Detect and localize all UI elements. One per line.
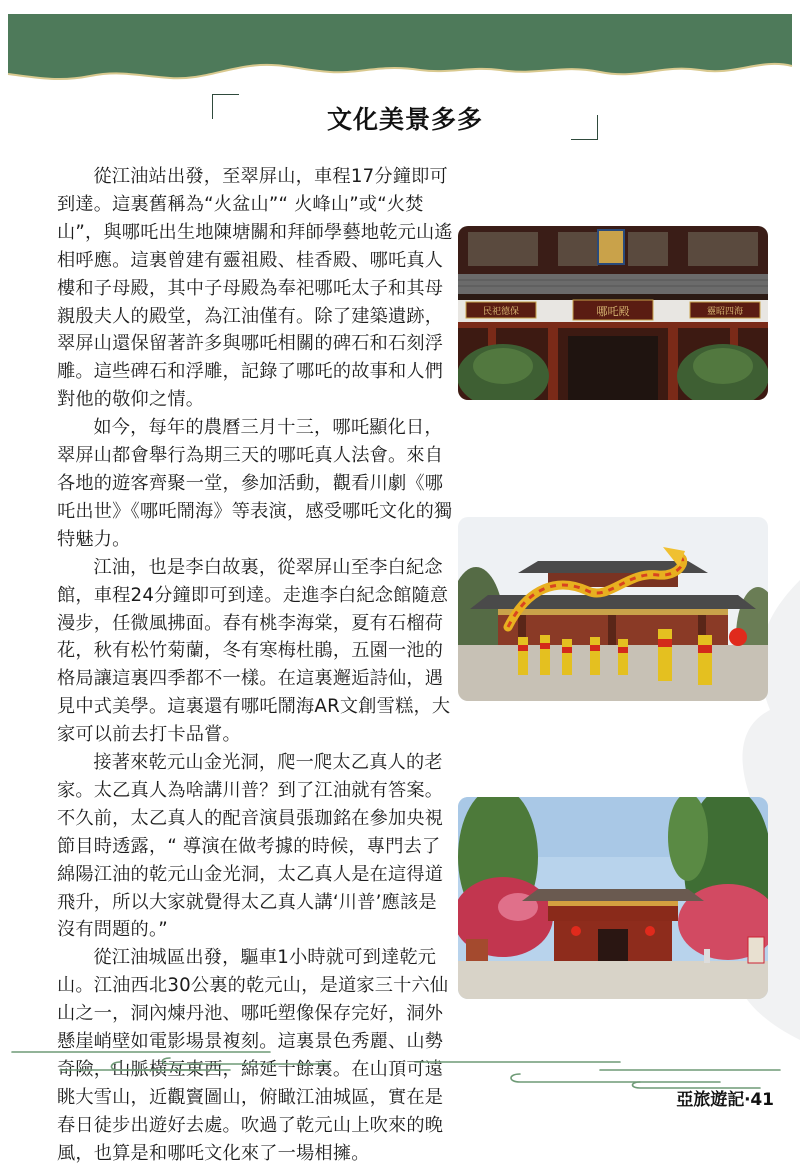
photo-qianyuan-gate: [458, 797, 768, 999]
photo-dragon-dance: [458, 517, 768, 701]
bottom-ornament: [0, 1040, 800, 1090]
paragraph: 江油，也是李白故裏，從翠屏山至李白紀念館，車程24分鐘即可到達。走進李白紀念館隨意漫步，任微風拂面。春有桃李海棠，夏有石榴荷花，秋有松竹菊蘭，冬有寒梅杜鵑，五園一池的格局讓這裏四季都不一樣。在這裏邂逅詩仙，遇見中式美學。這裏還有哪吒鬧海AR文創雪糕，大家可以前去打卡品嘗。: [57, 556, 451, 746]
top-banner: [0, 0, 800, 95]
plaque-text: 哪吒殿: [596, 305, 630, 318]
plaque-text: 民祀德保: [482, 307, 520, 317]
plaque-text: 靈昭四海: [706, 307, 744, 317]
page-title: 文化美景多多: [326, 105, 483, 134]
paragraph: 從江油城區出發，驅車1小時就可到達乾元山。江油西北30公裏的乾元山，是道家三十六仙山之一，洞內煉丹池、哪吒塑像保存完好，洞外懸崖峭壁如電影場景複刻。這裏景色秀麗、山勢奇險，山脈橫亙東西，綿延十餘裏。在山頂可遠眺大雪山，近觀竇圖山，俯瞰江油城區，實在是春日徒步出遊好去處。吹過了乾元山上吹來的晚風，也算是和哪吒文化來了一場相擁。: [57, 947, 449, 1164]
paragraph: 如今，每年的農曆三月十三，哪吒顯化日，翠屏山都會舉行為期三天的哪吒真人法會。來自各地的遊客齊聚一堂，參加活動，觀看川劇《哪吒出世》《哪吒鬧海》等表演，感受哪吒文化的獨特魅力。: [57, 417, 453, 550]
title-frame: [212, 94, 598, 140]
paragraph: 從江油站出發，至翠屏山，車程17分鐘即可到達。這裏舊稱為“火盆山”“ 火峰山”或“火焚山”，與哪吒出生地陳塘關和拜師學藝地乾元山遙相呼應。這裏曾建有靈祖殿、桂香殿、哪吒真人樓和子母殿，其中子母殿為奉祀哪吒太子和其母親殷夫人的殿堂，為江油僅有。除了建築遺跡，翠屏山還保留著許多與哪吒相關的碑石和石刻浮雕。這些碑石和浮雕，記錄了哪吒的故事和人們對他的敬仰之情。: [57, 166, 453, 411]
photo-nezha-temple: [458, 226, 768, 400]
paragraph: 接著來乾元山金光洞，爬一爬太乙真人的老家。太乙真人為啥講川普？到了江油就有答案。不久前，太乙真人的配音演員張珈銘在參加央視節目時透露，“ 導演在做考據的時候，專門去了綿陽江油的乾元山金光洞，太乙真人是在這得道飛升，所以大家就覺得太乙真人講‘川普’應該是沒有問題的。”: [57, 752, 444, 941]
article-body: [57, 163, 453, 1168]
page-footer: 亞旅遊記‧41: [676, 1090, 774, 1110]
